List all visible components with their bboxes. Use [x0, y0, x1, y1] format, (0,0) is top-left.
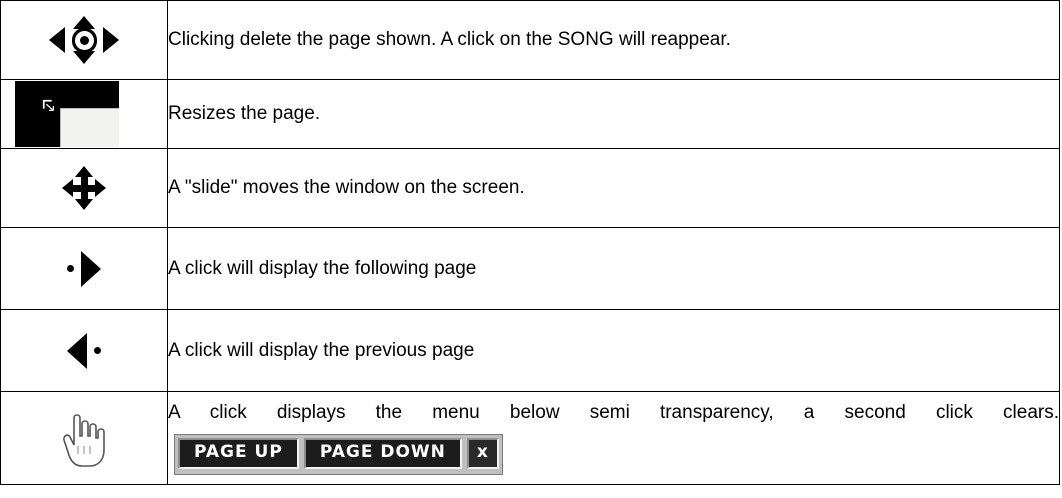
dot-icon — [94, 347, 101, 354]
row-description: A click will display the following page — [168, 228, 1060, 310]
icon-cell — [1, 228, 168, 310]
center-dot-icon — [80, 36, 89, 45]
table-row — [1, 80, 1060, 149]
arrow-down-icon — [73, 51, 95, 64]
row-description-with-menu — [168, 392, 1060, 485]
next-page-arrow-icon[interactable] — [52, 249, 116, 289]
dot-icon — [67, 265, 74, 272]
row-description: A click will display the previous page — [168, 310, 1060, 392]
table-row — [1, 228, 1060, 310]
row-description: Resizes the page. — [168, 80, 1060, 149]
table-row — [1, 392, 1060, 485]
resize-grip-icon — [42, 99, 56, 113]
arrow-left-icon — [62, 179, 73, 197]
page-navigation-menu — [174, 434, 503, 475]
arrow-up-icon — [73, 16, 95, 29]
close-menu-button[interactable]: x — [467, 438, 499, 469]
page-corner-shape — [60, 108, 119, 147]
page-down-button[interactable]: PAGE DOWN — [304, 438, 462, 469]
row-description: A "slide" moves the window on the screen. — [168, 149, 1060, 228]
icon-cell — [1, 392, 168, 485]
hand-pointer-icon[interactable] — [56, 406, 112, 470]
previous-page-arrow-icon[interactable] — [52, 331, 116, 371]
resize-corner-icon[interactable] — [15, 81, 119, 147]
move-window-icon[interactable] — [62, 166, 106, 210]
page-up-button[interactable]: PAGE UP — [178, 438, 299, 469]
table-row — [1, 310, 1060, 392]
row-description: A click displays the menu below semi transparency, a second click clears. — [168, 402, 1059, 424]
icon-cell — [1, 149, 168, 228]
table-row — [1, 1, 1060, 80]
table-row — [1, 149, 1060, 228]
arrow-left-icon — [67, 333, 87, 369]
arrow-right-icon — [95, 179, 106, 197]
arrow-right-icon — [81, 251, 101, 287]
icon-cell — [1, 1, 168, 80]
row-description: Clicking delete the page shown. A click on the SONG will reappear. — [168, 1, 1060, 80]
move-all-directions-icon[interactable] — [49, 16, 119, 64]
arrow-up-icon — [75, 166, 93, 177]
icon-cell — [1, 80, 168, 149]
arrow-down-icon — [75, 199, 93, 210]
arrow-right-icon — [103, 27, 119, 53]
arrow-left-icon — [49, 27, 65, 53]
icon-cell — [1, 310, 168, 392]
vertical-bar — [81, 175, 88, 201]
